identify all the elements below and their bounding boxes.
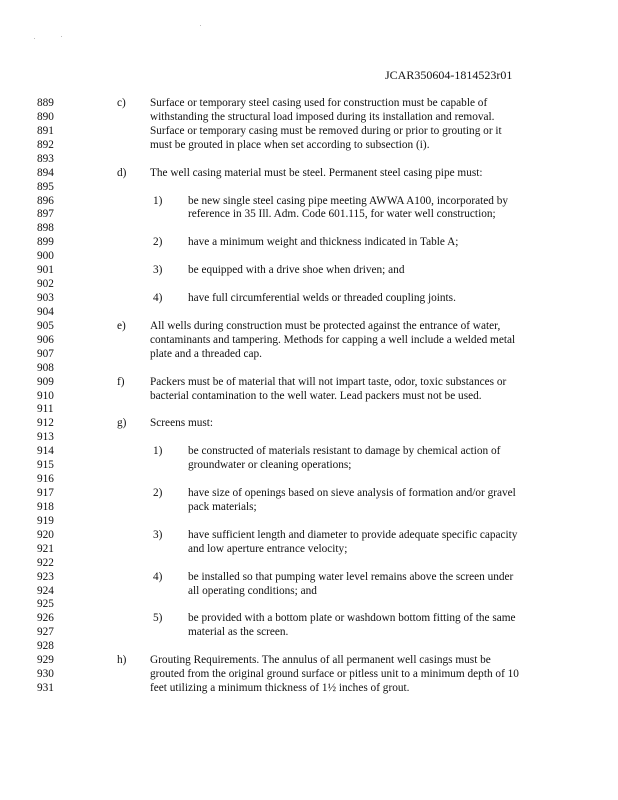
- item-label: c): [117, 97, 126, 109]
- item-label: 3): [153, 528, 163, 541]
- scan-speck: [200, 25, 201, 26]
- line-number: 904: [37, 305, 54, 318]
- document-line: [0, 277, 618, 291]
- line-text: have sufficient length and diameter to provide adequate specific capacity: [188, 528, 518, 541]
- document-line: [0, 639, 618, 653]
- line-text: Screens must:: [150, 417, 214, 430]
- document-line: [0, 556, 618, 570]
- line-text: reference in 35 Ill. Adm. Code 601.115, for water well construction;: [188, 208, 496, 221]
- document-line: [0, 180, 618, 194]
- document-line: [0, 444, 618, 458]
- line-text: grouted from the original ground surface or pitless unit to a minimum depth of 10: [150, 668, 519, 681]
- line-number: 928: [37, 640, 54, 653]
- item-label: f): [117, 375, 125, 388]
- document-line: [0, 528, 618, 542]
- line-number: 918: [37, 500, 54, 513]
- document-line: [0, 584, 618, 598]
- document-line: [0, 124, 618, 138]
- document-line: [0, 430, 618, 444]
- document-line: [0, 110, 618, 124]
- line-number: 912: [37, 417, 54, 430]
- line-number: 916: [37, 473, 54, 486]
- item-label: 2): [153, 487, 163, 500]
- document-line: [0, 402, 618, 416]
- document-line: [0, 486, 618, 500]
- document-line: [0, 347, 618, 361]
- line-number: 898: [37, 222, 54, 235]
- document-id: JCAR350604-1814523r01: [385, 68, 513, 82]
- line-number: 922: [37, 556, 54, 569]
- line-number: 930: [37, 668, 54, 681]
- item-label: e): [117, 319, 126, 332]
- document-line: [0, 514, 618, 528]
- line-number: 891: [37, 124, 54, 137]
- line-number: 902: [37, 278, 54, 291]
- line-number: 900: [37, 250, 54, 263]
- document-line: [0, 249, 618, 263]
- line-number: 923: [37, 570, 54, 583]
- document-line: [0, 194, 618, 208]
- line-number: 903: [37, 292, 54, 305]
- line-text: withstanding the structural load imposed during its installation and removal.: [150, 110, 495, 123]
- line-text: Packers must be of material that will not impart taste, odor, toxic substances or: [150, 375, 507, 388]
- item-label: 4): [153, 570, 163, 583]
- line-text: bacterial contamination to the well water. Lead packers must not be used.: [150, 389, 482, 402]
- line-number: 919: [37, 514, 54, 527]
- document-line: [0, 166, 618, 180]
- line-text: feet utilizing a minimum thickness of 1½ inches of grout.: [150, 682, 410, 695]
- item-label: 1): [153, 194, 163, 207]
- line-number: 925: [37, 598, 54, 611]
- line-text: and low aperture entrance velocity;: [188, 542, 348, 555]
- line-number: 924: [37, 584, 54, 597]
- line-text: pack materials;: [188, 500, 257, 513]
- line-number: 905: [37, 319, 54, 332]
- line-text: have full circumferential welds or threaded coupling joints.: [188, 292, 456, 305]
- document-line: [0, 653, 618, 667]
- line-number: 911: [37, 403, 54, 416]
- item-label: 3): [153, 264, 163, 277]
- document-line: [0, 263, 618, 277]
- line-number: 894: [37, 166, 54, 179]
- document-line: [0, 96, 618, 110]
- document-line: [0, 625, 618, 639]
- line-number: 926: [37, 612, 54, 625]
- item-label: 2): [153, 236, 163, 249]
- item-label: 4): [153, 292, 163, 305]
- line-text: material as the screen.: [188, 626, 289, 639]
- line-text: The well casing material must be steel. Permanent steel casing pipe must:: [150, 166, 483, 179]
- item-label: g): [117, 417, 127, 430]
- line-number: 893: [37, 152, 54, 165]
- line-number: 901: [37, 264, 54, 277]
- line-number: 892: [37, 138, 54, 151]
- document-line: [0, 472, 618, 486]
- line-text: contaminants and tampering. Methods for capping a well include a welded metal: [150, 333, 516, 346]
- line-number: 917: [37, 487, 54, 500]
- line-text: be constructed of materials resistant to damage by chemical action of: [188, 445, 501, 458]
- document-line: [0, 389, 618, 403]
- line-text: have a minimum weight and thickness indicated in Table A;: [188, 236, 459, 249]
- scan-speck: [61, 36, 62, 37]
- line-number: 920: [37, 528, 54, 541]
- line-text: Surface or temporary casing must be removed during or prior to grouting or it: [150, 124, 502, 137]
- document-line: [0, 597, 618, 611]
- document-line: [0, 333, 618, 347]
- line-number: 927: [37, 626, 54, 639]
- item-label: h): [117, 654, 127, 667]
- item-label: d): [117, 166, 127, 179]
- line-number: 914: [37, 445, 54, 458]
- line-text: all operating conditions; and: [188, 584, 317, 597]
- item-label: 5): [153, 612, 163, 625]
- document-line: [0, 235, 618, 249]
- line-number: 890: [37, 110, 54, 123]
- line-text: groundwater or cleaning operations;: [188, 459, 352, 472]
- line-text: plate and a threaded cap.: [150, 347, 262, 360]
- line-number: 910: [37, 389, 54, 402]
- line-text: be installed so that pumping water level remains above the screen under: [188, 570, 514, 583]
- line-number: 913: [37, 431, 54, 444]
- line-text: Grouting Requirements. The annulus of all permanent well casings must be: [150, 654, 491, 667]
- line-text: must be grouted in place when set according to subsection (i).: [150, 138, 430, 151]
- document-line: [0, 375, 618, 389]
- document-line: [0, 361, 618, 375]
- line-number: 907: [37, 347, 54, 360]
- document-line: [0, 667, 618, 681]
- line-text: Surface or temporary steel casing used for construction must be capable of: [150, 97, 488, 109]
- document-line: [0, 500, 618, 514]
- line-number: 896: [37, 194, 54, 207]
- line-text: All wells during construction must be protected against the entrance of water,: [150, 319, 501, 332]
- document-line: [0, 570, 618, 584]
- line-number: 889: [37, 97, 54, 109]
- document-line: [0, 221, 618, 235]
- line-number: 909: [37, 375, 54, 388]
- document-line: [0, 611, 618, 625]
- document-line: [0, 138, 618, 152]
- line-number: 931: [37, 682, 54, 695]
- line-number: 915: [37, 459, 54, 472]
- line-number: 908: [37, 361, 54, 374]
- line-number: 897: [37, 208, 54, 221]
- item-label: 1): [153, 445, 163, 458]
- document-line: [0, 681, 618, 695]
- line-number: 895: [37, 180, 54, 193]
- document-line: [0, 416, 618, 430]
- line-text: be equipped with a drive shoe when driven; and: [188, 264, 405, 277]
- scan-speck: [34, 38, 35, 39]
- line-number: 906: [37, 333, 54, 346]
- document-line: [0, 542, 618, 556]
- document-line: [0, 319, 618, 333]
- line-text: have size of openings based on sieve analysis of formation and/or gravel: [188, 487, 516, 500]
- line-text: be provided with a bottom plate or washdown bottom fitting of the same: [188, 612, 516, 625]
- line-number: 899: [37, 236, 54, 249]
- document-line: [0, 458, 618, 472]
- line-number: 929: [37, 654, 54, 667]
- document-line: [0, 207, 618, 221]
- document-line: [0, 305, 618, 319]
- line-text: be new single steel casing pipe meeting AWWA A100, incorporated by: [188, 194, 509, 207]
- line-number: 921: [37, 542, 54, 555]
- document-line: [0, 152, 618, 166]
- document-line: [0, 291, 618, 305]
